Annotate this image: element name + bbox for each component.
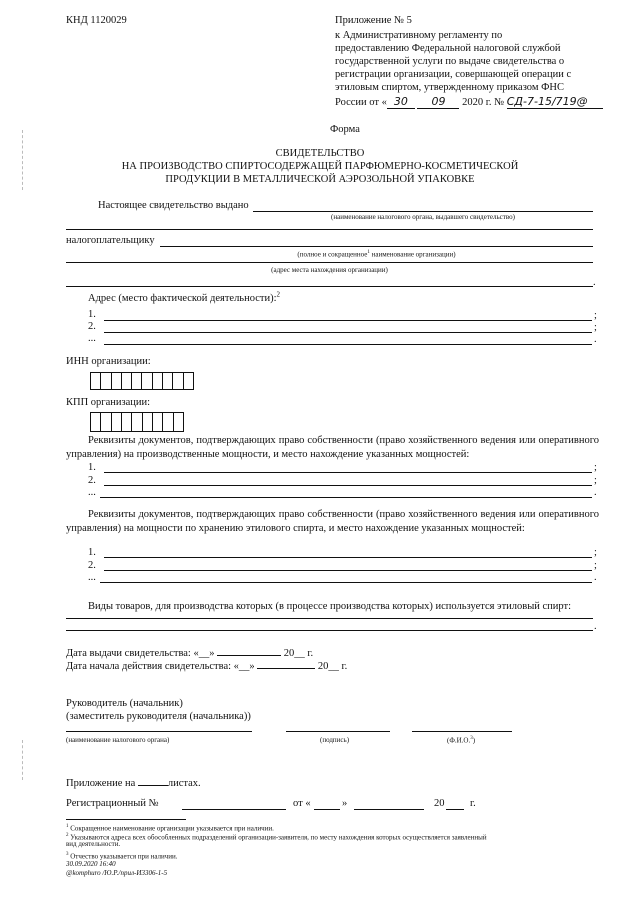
address-item-line[interactable]: [104, 320, 592, 321]
item-number: 2.: [88, 475, 96, 486]
registration-year-suffix: г.: [470, 798, 476, 809]
attachment-row: Приложение на листах.: [66, 778, 201, 789]
storage-line[interactable]: [104, 570, 592, 571]
inn-boxes[interactable]: [90, 372, 194, 390]
appendix-line: этиловым спиртом, утвержденному приказом ФНС: [335, 82, 564, 93]
order-line: [335, 95, 603, 109]
org-name-line[interactable]: [66, 731, 252, 732]
footnote-separator: [66, 819, 186, 820]
taxpayer-line[interactable]: [160, 246, 593, 247]
address-label: Адрес (место фактической деятельности):$^2$: [88, 290, 281, 304]
issue-date-row: Дата выдачи свидетельства: «__» 20__ г.: [66, 648, 314, 659]
registration-number-line[interactable]: [182, 809, 286, 810]
issued-caption: (наименование налогового органа, выдавшего свидетельство): [331, 213, 515, 221]
signature-caption: (подпись): [320, 736, 350, 744]
registration-date-close: »: [342, 798, 348, 809]
production-line[interactable]: [104, 485, 592, 486]
item-number: 2.: [88, 560, 96, 571]
ellipsis: ...: [88, 572, 96, 583]
storage-text: Реквизиты документов, подтверждающих право собственности (право хозяйственного ведения или оперативного управления) на мощности по хранению этилового спирта, и место нахождение указанных мощностей:: [66, 509, 599, 534]
ellipsis: ...: [88, 333, 96, 344]
inn-label: ИНН организации:: [66, 356, 151, 367]
order-month: 09: [417, 95, 459, 109]
stamp-datetime: 30.09.2020 16:40: [66, 860, 116, 868]
address-line[interactable]: [66, 286, 593, 287]
address-item-number: 1.: [88, 309, 96, 320]
issued-line[interactable]: [253, 211, 593, 212]
item-number: 1.: [88, 462, 96, 473]
knd-code: КНД 1120029: [66, 15, 127, 26]
production-line[interactable]: [104, 472, 592, 473]
taxpayer-label: налогоплательщику: [66, 235, 155, 246]
taxpayer-line-2[interactable]: [66, 262, 593, 263]
period-mark: .: [594, 572, 597, 583]
goods-text: Виды товаров, для производства которых (в процессе производства которых) используется этиловый спирт:: [88, 601, 572, 612]
ellipsis: ...: [88, 487, 96, 498]
period-mark: .: [594, 621, 597, 632]
signature-line[interactable]: [286, 731, 390, 732]
goods-line[interactable]: [66, 618, 593, 619]
footnote: $^3$ Отчество указывается при наличии.: [66, 852, 178, 861]
stamp-file: @komphuro /Ю.Р./прил-И3306-1-5: [66, 869, 168, 877]
item-number: 1.: [88, 547, 96, 558]
kpp-boxes[interactable]: [90, 412, 184, 432]
period-mark: .: [593, 277, 596, 288]
semicolon: ;: [594, 560, 597, 571]
document-subtitle: ПРОДУКЦИИ В МЕТАЛЛИЧЕСКОЙ АЭРОЗОЛЬНОЙ УПАКОВКЕ: [165, 174, 475, 185]
fio-line[interactable]: [412, 731, 512, 732]
appendix-line: к Административному регламенту по: [335, 30, 503, 41]
footnote: $^2$ Указываются адреса всех обособленных подразделений организации-заявителя, по месту нахождения которых осуществляется заявленный: [66, 833, 487, 842]
start-date-row: Дата начала действия свидетельства: «__» 20__ г.: [66, 661, 348, 672]
storage-line[interactable]: [104, 557, 592, 558]
address-caption: (адрес места нахождения организации): [271, 266, 388, 274]
issued-label: Настоящее свидетельство выдано: [98, 200, 249, 211]
order-number: СД-7-15/719@: [507, 95, 603, 109]
semicolon: ;: [594, 310, 597, 321]
production-line[interactable]: [100, 497, 592, 498]
taxpayer-caption: (полное и сокращенное$^1$ наименование организации): [297, 250, 456, 259]
footnote: $^1$ Сокращенное наименование организации указывается при наличии.: [66, 824, 274, 833]
storage-line[interactable]: [100, 582, 592, 583]
registration-year-prefix: 20: [434, 798, 445, 809]
order-year: 2020 г. №: [462, 97, 505, 108]
kpp-label: КПП организации:: [66, 397, 151, 408]
fio-caption: (Ф.И.О.$^3$): [447, 736, 476, 745]
goods-line[interactable]: [66, 630, 593, 631]
form-label: Форма: [330, 124, 360, 135]
document-subtitle: НА ПРОИЗВОДСТВО СПИРТОСОДЕРЖАЩЕЙ ПАРФЮМЕРНО-КОСМЕТИЧЕСКОЙ: [121, 161, 519, 172]
order-prefix: России от «: [335, 97, 387, 108]
registration-year-line[interactable]: [446, 809, 464, 810]
address-item-line[interactable]: [104, 332, 592, 333]
org-name-caption: (наименование налогового органа): [66, 736, 170, 744]
issued-line-2[interactable]: [66, 229, 593, 230]
registration-label: Регистрационный №: [66, 798, 159, 809]
period-mark: .: [594, 487, 597, 498]
address-item-number: 2.: [88, 321, 96, 332]
semicolon: ;: [594, 547, 597, 558]
head-title: Руководитель (начальник): [66, 698, 183, 709]
registration-day-line[interactable]: [314, 809, 340, 810]
semicolon: ;: [594, 462, 597, 473]
appendix-line: регистрации организации, совершающей операции с: [335, 69, 572, 80]
address-item-line[interactable]: [104, 344, 592, 345]
scan-edge-mark: [22, 740, 23, 780]
appendix-line: государственной услуги по выдаче свидетельства о: [335, 56, 565, 67]
footnote: вид деятельности.: [66, 840, 121, 848]
order-day: 30: [387, 95, 415, 109]
production-text: Реквизиты документов, подтверждающих право собственности (право хозяйственного ведения или оперативного управления) на производственные мощности, и место нахождение указанных мощностей:: [66, 435, 599, 460]
appendix-title: Приложение № 5: [335, 15, 412, 26]
semicolon: ;: [594, 475, 597, 486]
deputy-title: (заместитель руководителя (начальника)): [66, 711, 251, 722]
registration-month-line[interactable]: [354, 809, 424, 810]
registration-date-open: от «: [293, 798, 311, 809]
period-mark: .: [594, 334, 597, 345]
document-title: СВИДЕТЕЛЬСТВО: [275, 148, 365, 159]
appendix-line: предоставлению Федеральной налоговой службой: [335, 43, 561, 54]
semicolon: ;: [594, 322, 597, 333]
